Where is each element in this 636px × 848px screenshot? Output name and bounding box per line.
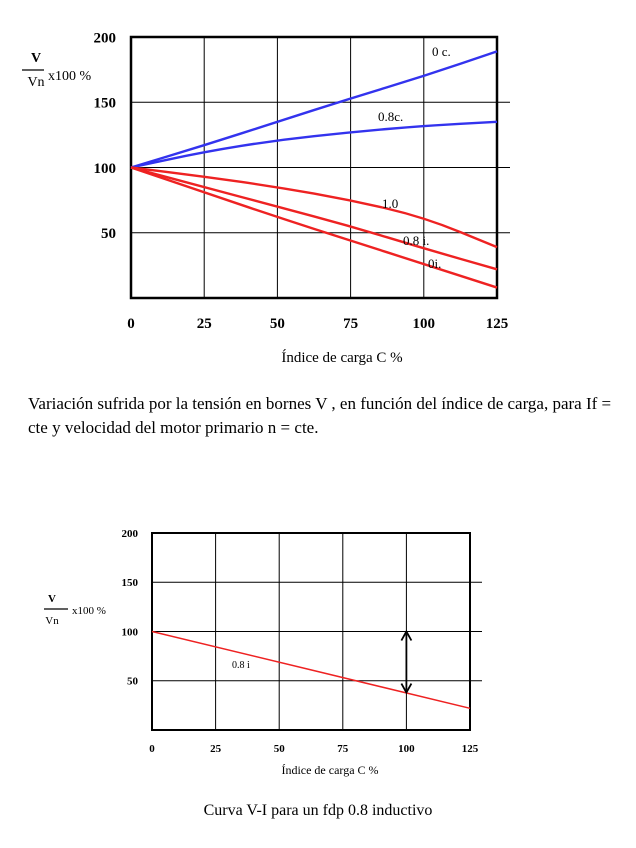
c2-x-tick-label: 75 (337, 743, 349, 755)
chart2-caption: Curva V-I para un fdp 0.8 inductivo (203, 802, 433, 819)
c2-x-tick-label: 125 (461, 743, 479, 755)
c2-x-axis-label: Índice de carga C % (281, 763, 379, 777)
c2-series-label: 0.8 i (232, 660, 250, 671)
c1-y-tick-label: 200 (93, 30, 116, 47)
c1-x-tick-label: 25 (196, 316, 212, 332)
c1-series-label: 0i. (428, 256, 442, 271)
c2-y-tick-label: 200 (121, 527, 138, 540)
c1-y-tick-label: 150 (93, 95, 116, 112)
c2-x-tick-label: 25 (210, 743, 222, 755)
c2-y-tick-label: 100 (121, 626, 138, 639)
c1-x-tick-label: 125 (485, 316, 509, 332)
c1-series-label: 0.8 i. (403, 233, 430, 248)
c2-series-line (152, 632, 470, 709)
c1-x-tick-label: 50 (269, 316, 285, 332)
c1-y-tick-label: 50 (101, 226, 116, 242)
c2-y-axis-suffix: x100 % (72, 605, 106, 617)
c2-x-tick-label: 0 (149, 743, 155, 755)
c1-y-tick-label: 100 (93, 160, 116, 177)
c1-series-label: 1.0 (382, 196, 399, 211)
c2-y-axis-numerator: V (48, 593, 56, 605)
c1-x-tick-label: 0 (127, 316, 135, 332)
c1-y-axis-suffix: x100 % (48, 69, 92, 84)
c2-y-tick-label: 150 (121, 577, 138, 590)
c1-x-tick-label: 100 (412, 316, 436, 332)
c1-x-axis-label: Índice de carga C % (281, 350, 403, 366)
chart1-caption: Variación sufrida por la tensión en bornes V , en función del índice de carga, para If = cte y velocidad del motor primario n = cte. (28, 394, 612, 437)
c1-y-axis-denominator: Vn (27, 75, 45, 90)
c2-y-tick-label: 50 (127, 675, 138, 688)
c2-x-tick-label: 50 (273, 743, 285, 755)
c2-y-axis-denominator: Vn (45, 615, 59, 627)
c1-y-axis-numerator: V (30, 51, 42, 66)
c1-series-label: 0 c. (432, 44, 451, 59)
c1-series-label: 0.8c. (378, 109, 404, 124)
c2-x-tick-label: 100 (398, 743, 415, 755)
c1-x-tick-label: 75 (343, 316, 359, 332)
